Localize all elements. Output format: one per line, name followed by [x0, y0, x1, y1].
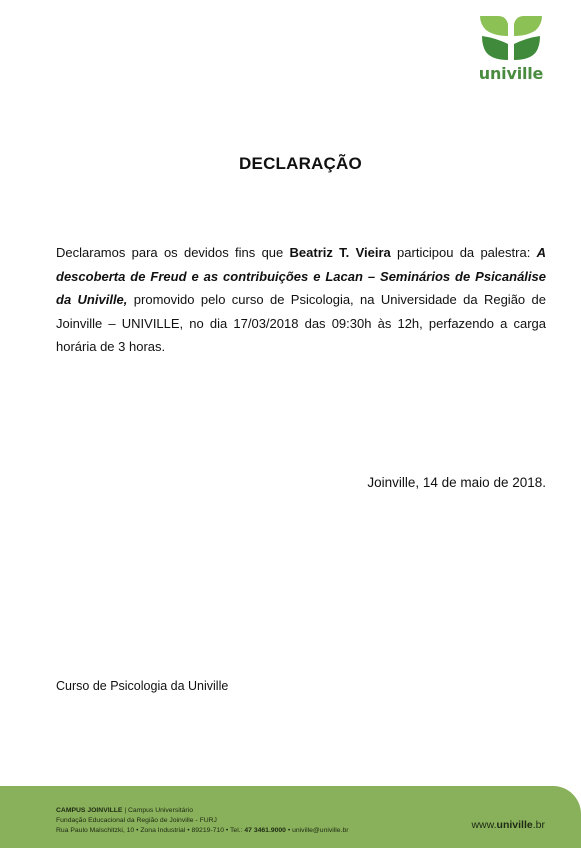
paragraph-part3: promovido pelo curso de Psicologia, na Universidade da Região de Joinville – UNIVILLE, no dia 17/03/2018 das 09:30h às 12h, perfazendo a carga horária de 3 horas. [56, 292, 546, 354]
document-title: DECLARAÇÃO [239, 154, 362, 173]
footer-bar [0, 786, 581, 848]
footer-campus-name: CAMPUS JOINVILLE [56, 807, 123, 814]
paragraph-part1: Declaramos para os devidos fins que [56, 245, 290, 260]
footer-address [56, 806, 349, 836]
footer-street [56, 826, 349, 836]
declaration-paragraph [56, 241, 546, 359]
paragraph-part2: participou da palestra: [390, 245, 537, 260]
univille-logo [471, 14, 551, 84]
footer-email: • univille@univille.br [285, 827, 349, 834]
footer-web-bold: univille [496, 819, 533, 831]
footer-foundation: Fundação Educacional da Região de Joinville - FURJ [56, 817, 217, 824]
footer-web-suffix: .br [532, 819, 545, 831]
footer-campus-rest: | Campus Universitário [122, 807, 193, 814]
date-line: Joinville, 14 de maio de 2018. [367, 475, 546, 490]
event-title: A descoberta de Freud e as contribuições e Lacan – Seminários de Psicanálise da Univille, [56, 245, 546, 307]
participant-name: Beatriz T. Vieira [289, 245, 391, 260]
footer-street-prefix: Rua Paulo Malschitzki, 10 • Zona Industrial • 89219-710 • Tel.: [56, 827, 245, 834]
logo-text: univille [478, 64, 544, 83]
footer-campus [56, 806, 349, 816]
signature: Curso de Psicologia da Univille [56, 679, 229, 693]
footer-web-prefix: www. [471, 819, 497, 831]
footer-phone: 47 3461.9000 [244, 827, 286, 834]
leaf-icon [478, 14, 544, 62]
footer-website-link[interactable] [471, 819, 545, 831]
